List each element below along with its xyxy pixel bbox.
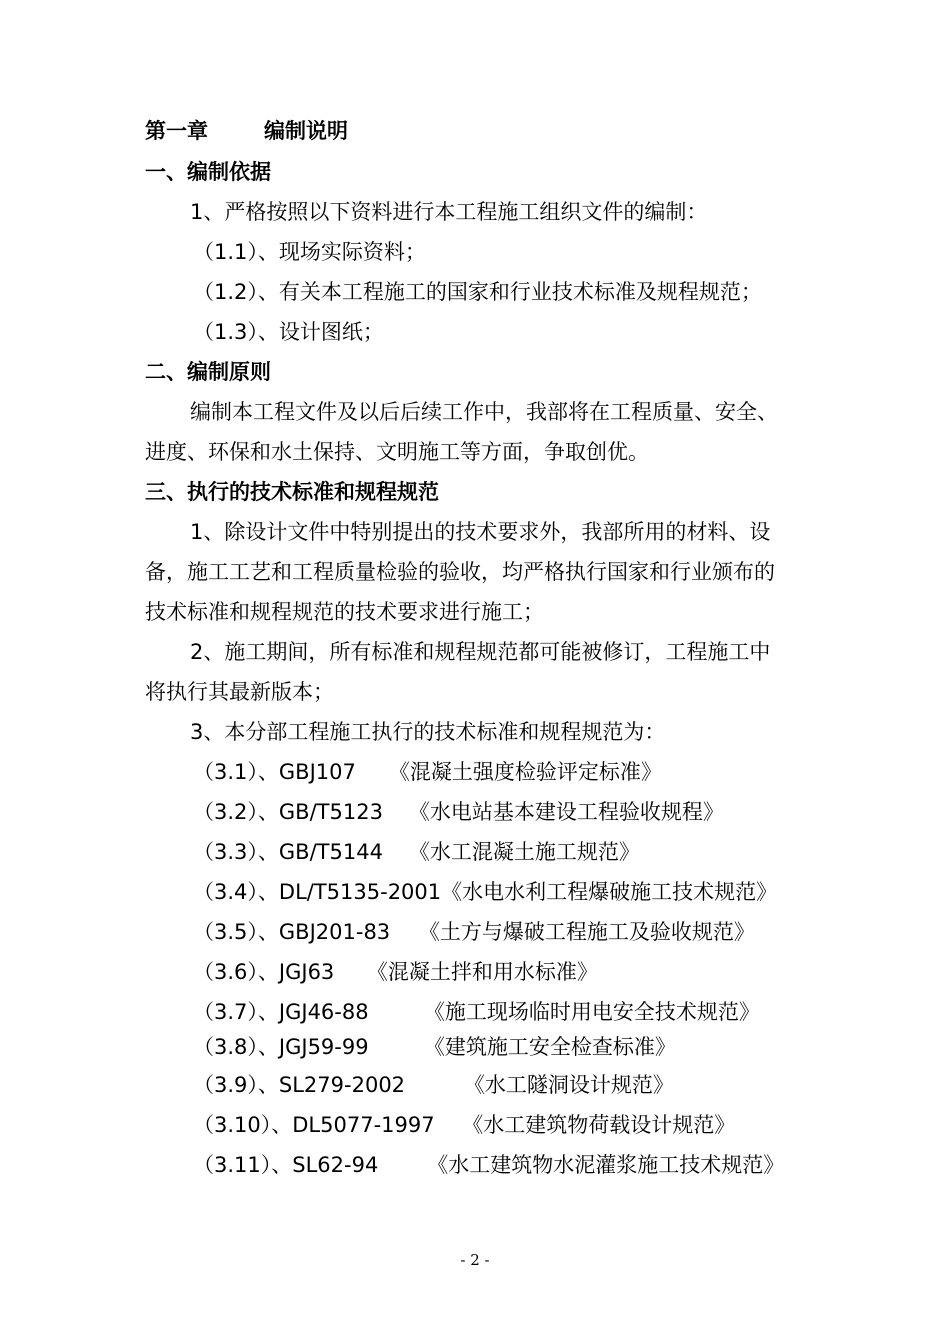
page-number: - 2 -	[460, 1251, 490, 1269]
section3-paragraph-line: 3、本分部工程施工执行的技术标准和规程规范为：	[190, 720, 666, 744]
standard-reference-item	[193, 1071, 873, 1099]
reference-code: GB/T5144	[278, 840, 383, 864]
standard-reference-item	[193, 798, 873, 826]
standard-reference-item	[193, 758, 873, 786]
reference-title: 《水电站基本建设工程验收规程》	[408, 800, 724, 824]
reference-title: 《混凝土强度检验评定标准》	[388, 760, 662, 784]
section2-heading: 二、编制原则	[145, 360, 271, 384]
section1-intro: 1、严格按照以下资料进行本工程施工组织文件的编制：	[190, 200, 708, 224]
reference-code: JGJ46-88	[278, 1000, 369, 1024]
section1-item: （1.3）、设计图纸；	[193, 320, 384, 344]
section2-paragraph-line: 编制本工程文件及以后后续工作中，我部将在工程质量、安全、	[190, 400, 778, 424]
reference-code: DL5077-1997	[292, 1113, 435, 1137]
section1-item: （1.1）、现场实际资料；	[193, 240, 426, 264]
reference-code: GBJ107	[278, 760, 356, 784]
standard-reference-item	[193, 1033, 873, 1061]
reference-number: （3.2）、	[193, 800, 279, 824]
reference-title: 《混凝土拌和用水标准》	[366, 960, 598, 984]
reference-title: 《水工混凝土施工规范》	[408, 840, 640, 864]
reference-title: 《施工现场临时用电安全技术规范》	[423, 1000, 760, 1024]
reference-title: 《土方与爆破工程施工及验收规范》	[418, 920, 755, 944]
standard-reference-item	[193, 1151, 873, 1179]
section1-heading: 一、编制依据	[145, 160, 271, 184]
reference-title: 《水工建筑物荷载设计规范》	[462, 1113, 736, 1137]
reference-title: 《水工隧洞设计规范》	[463, 1073, 674, 1097]
reference-number: （3.10）、	[193, 1113, 293, 1137]
section2-paragraph-line: 进度、环保和水土保持、文明施工等方面，争取创优。	[145, 440, 649, 464]
reference-code: SL62-94	[292, 1153, 379, 1177]
chapter-title: 编制说明	[264, 119, 348, 143]
standard-reference-item	[193, 1111, 873, 1139]
reference-code: SL279-2002	[278, 1073, 406, 1097]
standard-reference-item	[193, 838, 873, 866]
reference-number: （3.3）、	[193, 840, 279, 864]
reference-code: GBJ201-83	[278, 920, 391, 944]
reference-title: 《水工建筑物水泥灌浆施工技术规范》	[427, 1153, 785, 1177]
reference-number: （3.7）、	[193, 1000, 279, 1024]
reference-title: 《水电水利工程爆破施工技术规范》	[441, 880, 778, 904]
reference-number: （3.1）、	[193, 760, 279, 784]
reference-code: GB/T5123	[278, 800, 383, 824]
section1-item: （1.2）、有关本工程施工的国家和行业技术标准及规程规范；	[193, 280, 762, 304]
chapter-number: 第一章	[145, 119, 208, 143]
reference-number: （3.6）、	[193, 960, 279, 984]
standard-reference-item	[193, 878, 873, 906]
section3-paragraph-line: 将执行其最新版本；	[145, 680, 334, 704]
reference-code: JGJ59-99	[278, 1035, 369, 1059]
reference-number: （3.8）、	[193, 1035, 279, 1059]
reference-code: JGJ63	[278, 960, 335, 984]
section3-paragraph-line: 备，施工工艺和工程质量检验的验收，均严格执行国家和行业颁布的	[145, 560, 775, 584]
reference-number: （3.11）、	[193, 1153, 293, 1177]
section3-paragraph-line: 技术标准和规程规范的技术要求进行施工；	[145, 600, 544, 624]
standard-reference-item	[193, 918, 873, 946]
chapter-heading	[145, 117, 825, 145]
standard-reference-item	[193, 958, 873, 986]
reference-number: （3.5）、	[193, 920, 279, 944]
reference-code: DL/T5135-2001	[278, 880, 442, 904]
section3-paragraph-line: 2、施工期间，所有标准和规程规范都可能被修订，工程施工中	[190, 640, 771, 664]
section3-heading: 三、执行的技术标准和规程规范	[145, 480, 439, 504]
reference-number: （3.9）、	[193, 1073, 279, 1097]
reference-number: （3.4）、	[193, 880, 279, 904]
section3-paragraph-line: 1、除设计文件中特别提出的技术要求外，我部所用的材料、设	[190, 520, 771, 544]
standard-reference-item	[193, 998, 873, 1026]
reference-title: 《建筑施工安全检查标准》	[423, 1035, 676, 1059]
